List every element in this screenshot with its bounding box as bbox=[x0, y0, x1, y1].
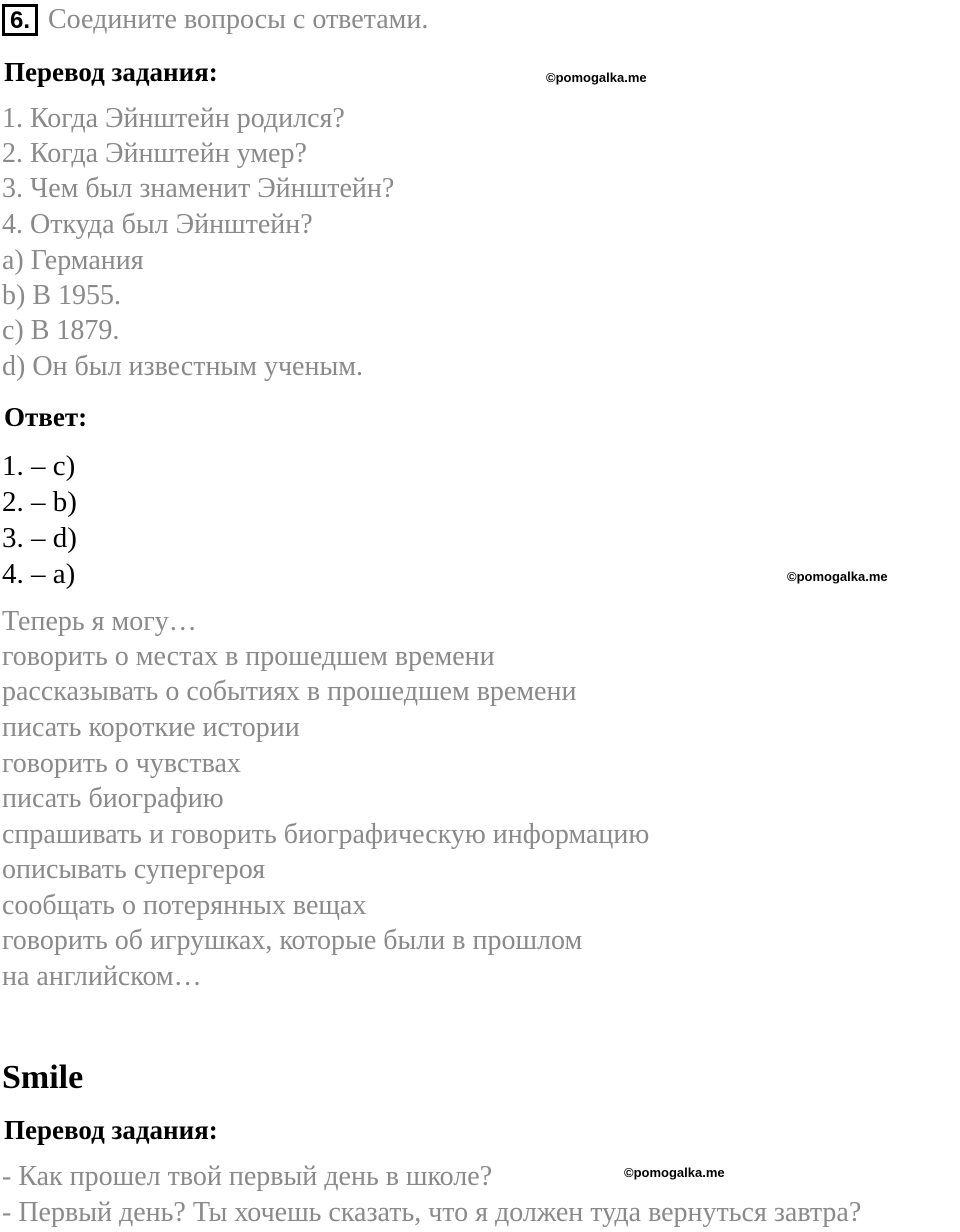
answer-line: 3. – d) bbox=[2, 522, 77, 554]
can-do-line: на английском… bbox=[2, 961, 202, 992]
translation-heading: Перевод задания: bbox=[4, 57, 218, 87]
option-line: d) Он был известным ученым. bbox=[2, 351, 363, 382]
question-line: 1. Когда Эйнштейн родился? bbox=[2, 103, 345, 134]
can-do-line: описывать супергероя bbox=[2, 854, 266, 885]
answer-heading: Ответ: bbox=[4, 402, 88, 432]
dialogue-line: - Первый день? Ты хочешь сказать, что я должен туда вернуться завтра? bbox=[2, 1197, 862, 1228]
answer-line: 4. – a) bbox=[2, 558, 76, 590]
question-line: 4. Откуда был Эйнштейн? bbox=[2, 209, 313, 240]
smile-heading: Smile bbox=[2, 1059, 84, 1096]
option-line: c) В 1879. bbox=[2, 315, 120, 346]
task-title: Соедините вопросы с ответами. bbox=[48, 4, 429, 35]
translation-heading: Перевод задания: bbox=[4, 1115, 218, 1145]
can-do-line: писать короткие истории bbox=[2, 712, 300, 743]
can-do-line: рассказывать о событиях в прошедшем времени bbox=[2, 676, 577, 707]
answer-line: 2. – b) bbox=[2, 486, 77, 518]
watermark: ©pomogalka.me bbox=[787, 569, 888, 584]
answer-line: 1. – c) bbox=[2, 450, 76, 482]
can-do-line: говорить об игрушках, которые были в прошлом bbox=[2, 925, 583, 956]
watermark: ©pomogalka.me bbox=[546, 70, 647, 85]
can-do-line: говорить о местах в прошедшем времени bbox=[2, 641, 495, 672]
watermark: ©pomogalka.me bbox=[624, 1165, 725, 1180]
can-do-line: Теперь я могу… bbox=[2, 606, 197, 637]
can-do-line: писать биографию bbox=[2, 783, 224, 814]
can-do-line: говорить о чувствах bbox=[2, 748, 241, 779]
can-do-line: сообщать о потерянных вещах bbox=[2, 890, 367, 921]
dialogue-line: - Как прошел твой первый день в школе? bbox=[2, 1161, 493, 1192]
question-line: 3. Чем был знаменит Эйнштейн? bbox=[2, 173, 395, 204]
option-line: a) Германия bbox=[2, 245, 144, 276]
option-line: b) В 1955. bbox=[2, 280, 121, 311]
can-do-line: спрашивать и говорить биографическую информацию bbox=[2, 819, 650, 850]
task-number-box: 6. bbox=[2, 4, 38, 36]
question-line: 2. Когда Эйнштейн умер? bbox=[2, 138, 307, 169]
